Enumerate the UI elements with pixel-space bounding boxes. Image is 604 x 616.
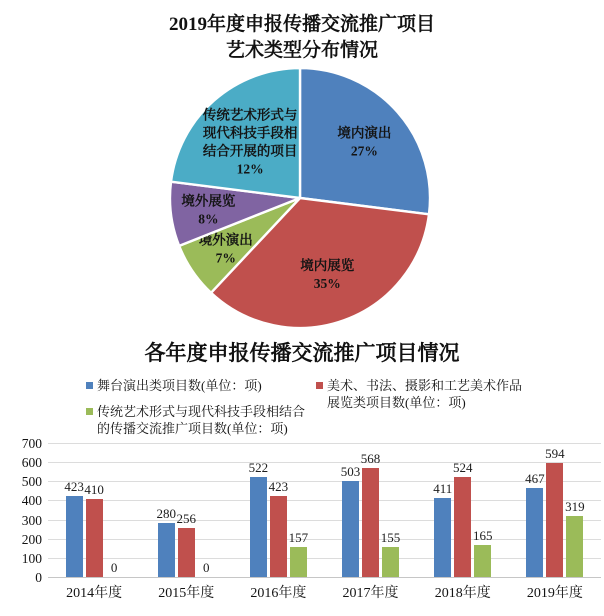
legend-item-art-exhibitions	[316, 377, 522, 411]
bar-slot	[290, 443, 307, 577]
x-axis-label: 2017年度	[342, 586, 399, 601]
bar	[158, 523, 175, 577]
bar-plot-area	[48, 443, 601, 577]
legend-swatch-blue-icon	[86, 382, 93, 389]
x-axis-label: 2018年度	[434, 586, 491, 601]
legend-label	[327, 377, 522, 411]
legend-label-line2: 的传播交流推广项目数(单位：项)	[97, 421, 288, 436]
x-axis-label: 2016年度	[250, 586, 307, 601]
legend-label: 舞台演出类项目数(单位：项)	[97, 378, 262, 393]
bar-slot	[178, 443, 195, 577]
bar-group-2014年度	[65, 443, 123, 577]
bar	[434, 498, 451, 577]
pie-slice-label: 27%	[350, 143, 378, 159]
bar-chart	[0, 430, 604, 616]
pie-slice-label: 7%	[215, 250, 236, 266]
bar	[250, 477, 267, 577]
x-axis-label: 2019年度	[526, 586, 583, 601]
y-axis-tick-label: 300	[21, 512, 42, 528]
y-axis-tick-label: 400	[21, 493, 42, 509]
bar-group-2016年度	[249, 443, 307, 577]
bar-value-label: 280	[156, 506, 176, 522]
bar-slot	[106, 443, 123, 577]
bar-chart-title: 各年度申报传播交流推广项目情况	[144, 341, 460, 365]
bar-value-label: 423	[268, 479, 289, 495]
gridline-0	[48, 577, 601, 578]
bar-value-label: 524	[452, 459, 473, 475]
pie-slice-label: 结合开展的项目	[202, 143, 298, 159]
bar-group-2015年度	[157, 443, 215, 577]
y-axis-tick-label: 600	[21, 455, 42, 471]
bar-value-label: 467	[525, 470, 545, 486]
bar	[290, 547, 307, 577]
bar-slot	[566, 443, 583, 577]
bar	[66, 496, 83, 577]
bar-value-label: 0	[110, 560, 118, 575]
bar	[566, 516, 583, 577]
bar	[474, 545, 491, 577]
bar	[342, 481, 359, 577]
y-axis-tick-label: 200	[21, 531, 42, 547]
pie-slice-label: 12%	[236, 161, 264, 177]
bar	[270, 496, 287, 577]
bar	[362, 468, 379, 577]
bar-slot	[454, 443, 471, 577]
bar-value-label: 165	[472, 528, 493, 544]
bar-value-label: 256	[176, 511, 196, 526]
y-axis-tick-label: 700	[21, 436, 42, 451]
bar	[178, 528, 195, 577]
bar-value-label: 157	[288, 529, 309, 545]
legend-swatch-green-icon	[86, 408, 93, 415]
pie-slice-label: 现代科技手段相	[202, 125, 298, 141]
x-axis-label: 2015年度	[158, 586, 215, 601]
legend-label-line1: 美术、书法、摄影和工艺美术作品	[327, 378, 523, 393]
bar-slot	[342, 443, 359, 577]
pie-slice-label: 境内展览	[300, 257, 355, 273]
legend-swatch-red-icon	[316, 382, 323, 389]
bar	[86, 499, 103, 577]
bar-value-label: 503	[340, 463, 361, 479]
bar-group-2018年度	[434, 443, 492, 577]
bar-value-label: 411	[433, 481, 453, 497]
bar-value-label: 319	[565, 498, 585, 514]
bar-slot	[382, 443, 399, 577]
bar-slot	[474, 443, 491, 577]
y-axis-tick-label: 500	[21, 474, 42, 490]
pie-chart-title-line2: 艺术类型分布情况	[225, 40, 378, 61]
bar-slot	[66, 443, 83, 577]
pie-slice-label: 境内演出	[337, 125, 392, 141]
y-axis	[0, 436, 42, 585]
bar-slot	[526, 443, 543, 577]
bar-value-label: 594	[545, 446, 565, 462]
bar-slot	[362, 443, 379, 577]
x-axis	[48, 582, 601, 602]
bar-slot	[250, 443, 267, 577]
bar-value-label: 423	[64, 479, 84, 495]
bar-slot	[158, 443, 175, 577]
bar-slot	[546, 443, 563, 577]
x-axis-label: 2014年度	[66, 586, 123, 601]
pie-slice-1	[300, 68, 430, 214]
bar-value-label: 155	[380, 530, 401, 546]
bar-value-label: 0	[202, 560, 210, 575]
bar-group-2019年度	[526, 443, 584, 577]
bar-value-label: 522	[248, 460, 269, 476]
bar-value-label: 568	[360, 451, 381, 467]
bar-groups	[48, 443, 601, 577]
pie-slice-label: 境外展览	[181, 193, 236, 209]
legend-label-line2: 展览类项目数(单位：项)	[327, 395, 466, 410]
bar	[382, 547, 399, 577]
legend-label-line1: 传统艺术形式与现代科技手段相结合	[97, 404, 306, 419]
bar-slot	[270, 443, 287, 577]
bar-slot	[198, 443, 215, 577]
pie-slice-label: 传统艺术形式与	[202, 107, 298, 123]
bar	[546, 463, 563, 577]
pie-slice-label: 境外演出	[198, 232, 253, 248]
y-axis-tick-label: 0	[35, 570, 42, 585]
bar	[454, 477, 471, 577]
bar-slot	[86, 443, 103, 577]
bar-slot	[434, 443, 451, 577]
bar	[526, 488, 543, 577]
pie-slice-label: 35%	[313, 275, 341, 291]
pie-slice-label: 8%	[198, 211, 219, 227]
bar-group-2017年度	[342, 443, 400, 577]
bar-value-label: 410	[84, 481, 104, 497]
legend-item-stage-performances	[86, 377, 262, 394]
pie-chart-title-line1: 2019年度申报传播交流推广项目	[168, 14, 435, 35]
y-axis-tick-label: 100	[21, 550, 42, 566]
